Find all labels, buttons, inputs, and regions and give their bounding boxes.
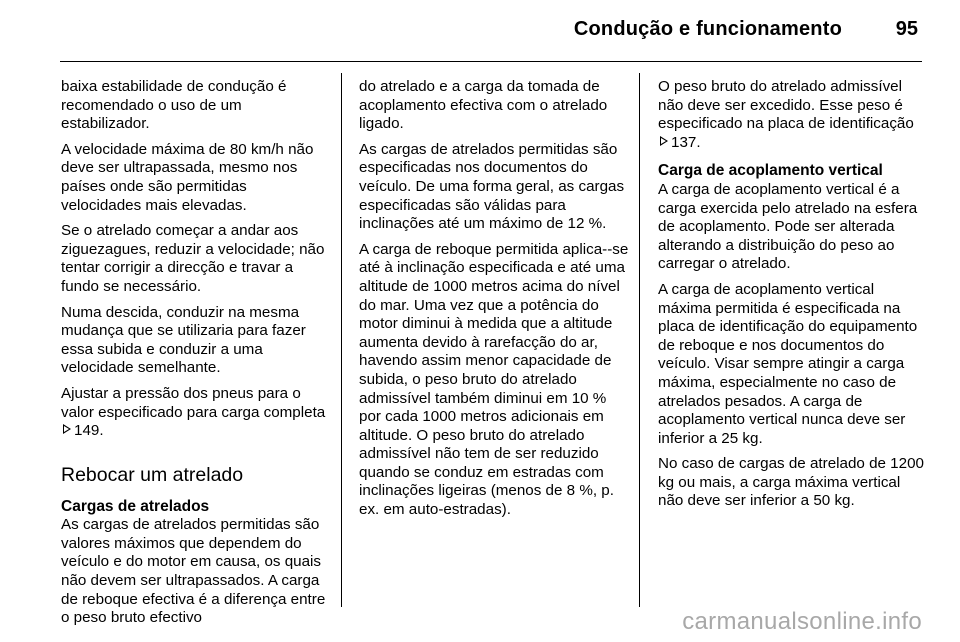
paragraph [658,78,928,152]
paragraph: As cargas de atrelados permitidas são valores máximos que dependem do veículo e do motor em causa, os quais não devem ser ultrapassados. A carga de reboque efectiva é a diferença entre o peso bruto efectivo [61,516,326,627]
page-reference[interactable]: 137. [671,133,701,151]
paragraph: As cargas de atrelados permitidas são especificadas nos documentos do veículo. De uma forma geral, as cargas especificadas são válidas para inclinações até um máximo de 12 %. [359,140,625,233]
page-header [0,0,960,62]
header-rule [60,61,922,62]
paragraph [61,385,331,441]
watermark: carmanualsonline.info [682,608,922,635]
paragraph: A carga de acoplamento vertical é a carga exercida pelo atrelado na esfera de acoplamento. Pode ser alterada alterando a distribuição do peso ao carregar o atrelado. [658,180,918,273]
paragraph-text: Ajustar a pressão dos pneus para o valor especificado para carga completa [61,384,326,421]
column-1 [61,78,331,635]
paragraph: Numa descida, conduzir na mesma mudança que se utilizaria para fazer essa subida e conduzir a uma velocidade semelhante. [61,303,306,377]
column-2 [359,78,629,527]
page-reference[interactable]: 149. [74,422,104,440]
column-divider-1 [341,73,342,607]
paragraph: No caso de cargas de atrelado de 1200 kg ou mais, a carga máxima vertical não deve ser inferior a 50 kg. [658,455,924,510]
paragraph: A carga de acoplamento vertical máxima permitida é especificada na placa de identificação do equipamento de reboque e nos documentos do veículo. Visar sempre atingir a carga máxima, especialmente no caso de atrelados pesados. A carga de acoplamento vertical nunca deve ser inferior a 25 kg. [658,280,918,447]
paragraph: A velocidade máxima de 80 km/h não deve ser ultrapassada, mesmo nos países onde são permitidas velocidades mais elevadas. [61,140,314,214]
header-title: Condução e funcionamento [573,18,842,40]
subsection-title: Cargas de atrelados [61,497,210,515]
page-reference-icon [63,424,71,434]
paragraph-text: O peso bruto do atrelado admissível não deve ser excedido. Esse peso é especificado na placa de identificação [658,78,914,133]
column-divider-2 [639,73,640,607]
paragraph: Se o atrelado começar a andar aos ziguezagues, reduzir a velocidade; não tentar corrigir a direcção e travar a fundo se necessário. [61,222,325,295]
paragraph: A carga de reboque permitida aplica--se até à inclinação especificada e até uma altitude de 1000 metros acima do nível do mar. Uma vez que a potência do motor diminui à medida que a altitude aumenta devido à rarefacção do ar, havendo assim menor capacidade de subida, o peso bruto do atrelado admissível também diminui em 10 % por cada 1000 metros adicionais em altitude. O peso bruto do atrelado admissível não tem de ser reduzido quando se conduz em estradas com inclinações ligeiras (menos de 8 %, p. ex. em auto-estradas). [359,240,629,519]
section-title: Rebocar um atrelado [61,463,244,486]
paragraph: do atrelado e a carga da tomada de acoplamento efectiva com o atrelado ligado. [359,78,608,133]
subsection-title: Carga de acoplamento vertical [658,162,883,180]
paragraph: baixa estabilidade de condução é recomendado o uso de um estabilizador. [61,78,287,133]
page-reference-icon [660,136,668,146]
page-number: 95 [895,18,918,40]
column-3 [658,78,928,518]
